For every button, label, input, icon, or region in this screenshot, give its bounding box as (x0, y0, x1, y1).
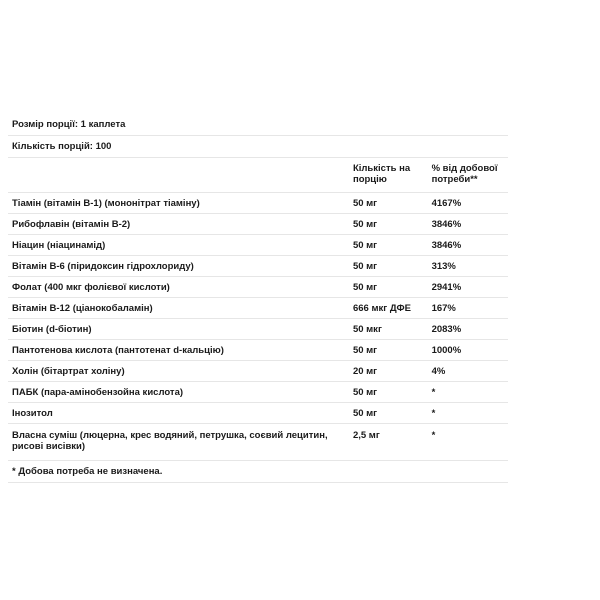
nutrient-amount: 50 мг (352, 240, 378, 251)
table-row (8, 214, 508, 235)
nutrient-name: ПАБК (пара-амінобензойна кислота) (12, 387, 184, 398)
nutrient-daily-value: 3846% (431, 240, 462, 251)
nutrient-amount: 20 мг (352, 366, 378, 377)
nutrient-amount: 666 мкг ДФЕ (352, 303, 411, 314)
table-row (8, 277, 508, 298)
table-row (8, 361, 508, 382)
table-row (8, 403, 508, 424)
nutrient-amount: 50 мг (352, 387, 378, 398)
nutrient-name: Холін (бітартрат холіну) (12, 366, 125, 377)
table-row (8, 424, 508, 461)
nutrient-daily-value: 2083% (431, 324, 462, 335)
servings-count-row (8, 136, 508, 158)
nutrient-amount: 50 мкг (352, 324, 382, 335)
nutrient-daily-value: 3846% (431, 219, 462, 230)
table-row (8, 235, 508, 256)
table-row (8, 298, 508, 319)
serving-size: Розмір порції: 1 каплета (12, 119, 126, 130)
nutrient-daily-value: 167% (431, 303, 456, 314)
nutrient-name: Власна суміш (люцерна, крес водяний, петрушка, соєвий лецитин, рисові висівки) (12, 430, 328, 452)
nutrient-daily-value: * (431, 387, 436, 398)
nutrient-amount: 50 мг (352, 345, 378, 356)
table-header-row (8, 158, 508, 193)
header-daily-value: % від добової потреби** (431, 163, 498, 185)
nutrient-name: Інозитол (12, 408, 53, 419)
nutrient-name: Рибофлавін (вітамін B-2) (12, 219, 131, 230)
nutrient-amount: 50 мг (352, 261, 378, 272)
nutrient-amount: 2,5 мг (352, 430, 380, 441)
servings-count: Кількість порцій: 100 (12, 141, 112, 152)
table-row (8, 256, 508, 277)
nutrient-amount: 50 мг (352, 219, 378, 230)
footnote: * Добова потреба не визначена. (12, 466, 163, 477)
nutrient-daily-value: 4167% (431, 198, 462, 209)
nutrient-daily-value: * (431, 408, 436, 419)
table-row (8, 193, 508, 214)
nutrient-name: Ніацин (ніацинамід) (12, 240, 106, 251)
table-row (8, 340, 508, 361)
footnote-row (8, 461, 508, 483)
nutrient-amount: 50 мг (352, 408, 378, 419)
nutrient-name: Біотин (d-біотин) (12, 324, 92, 335)
nutrient-daily-value: * (431, 430, 436, 441)
header-amount: Кількість на порцію (352, 163, 411, 185)
nutrient-amount: 50 мг (352, 198, 378, 209)
nutrient-name: Вітамін B-6 (піридоксин гідрохлориду) (12, 261, 194, 272)
nutrient-daily-value: 2941% (431, 282, 462, 293)
table-row (8, 382, 508, 403)
table-row (8, 319, 508, 340)
nutrient-name: Фолат (400 мкг фолієвої кислоти) (12, 282, 170, 293)
nutrient-daily-value: 313% (431, 261, 456, 272)
nutrient-name: Вітамін B-12 (ціанокобаламін) (12, 303, 153, 314)
nutrient-name: Пантотенова кислота (пантотенат d-кальцію) (12, 345, 224, 356)
nutrient-daily-value: 1000% (431, 345, 462, 356)
supplement-facts-panel (8, 114, 508, 483)
nutrient-amount: 50 мг (352, 282, 378, 293)
nutrient-name: Тіамін (вітамін B-1) (мононітрат тіаміну) (12, 198, 200, 209)
serving-size-row (8, 114, 508, 136)
nutrient-daily-value: 4% (431, 366, 446, 377)
